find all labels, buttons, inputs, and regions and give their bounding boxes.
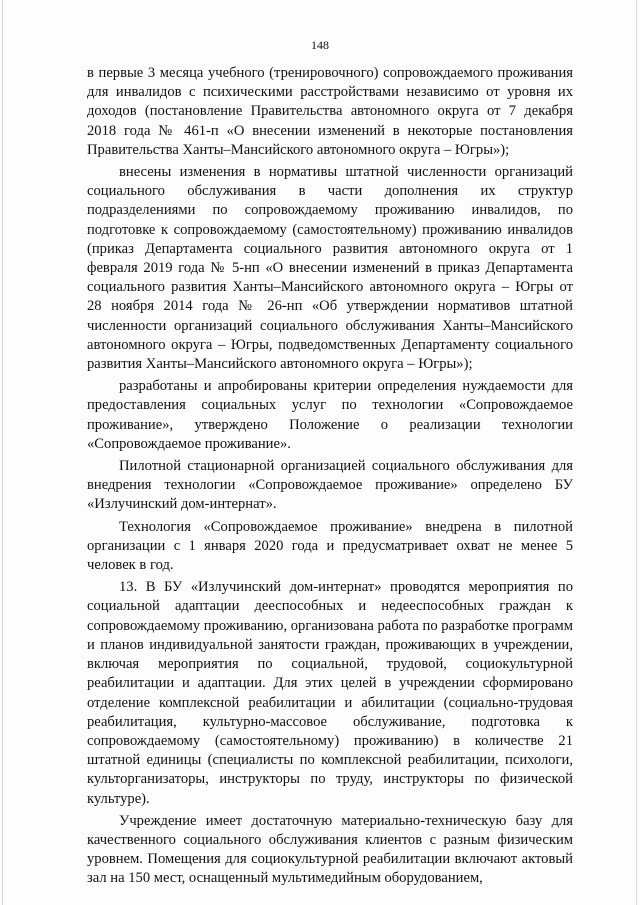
paragraph-2: внесены изменения в нормативы штатной численности организаций социального обслуживания в части дополнения их структур подразделениями по сопровождаемому проживанию инвалидов, по подготовке к сопровождаемому (самостоятельному) проживанию инвалидов (приказ Департамента социального развития автономного округа от 1 февраля 2019 года № 5-нп «О внесении изменений в приказ Департамента социального развития Ханты–Мансийского автономного округа – Югры от 28 ноября 2014 года № 26-нп «Об утверждении нормативов штатной численности организаций социального обслуживания Ханты–Мансийского автономного округа – Югры, подведомственных Департаменту социального развития Ханты–Мансийского автономного округа – Югры»);	[87, 164, 573, 373]
scan-edge-left	[2, 0, 3, 905]
paragraph-3: разработаны и апробированы критерии определения нуждаемости для предоставления социальных услуг по технологии «Сопровождаемое проживание», утверждено Положение о реализации технологии «Сопровождаемое проживание».	[87, 378, 573, 452]
paragraph-6: 13. В БУ «Излучинский дом-интернат» проводятся мероприятия по социальной адаптации дееспособных и недееспособных граждан к сопровождаемому проживанию, организована работа по разработке программ и планов индивидуальной занятости граждан, проживающих в учреждении, включая мероприятия по социальной, трудовой, социокультурной реабилитации и адаптации. Для этих целей в учреждении сформировано отделение комплексной реабилитации и абилитации (социально-трудовая реабилитация, культурно-массовое обслуживание, подготовка к сопровождаемому (самостоятельному) проживанию) в количестве 21 штатной единицы (специалисты по комплексной реабилитации, психологи, культорганизаторы, инструкторы по труду, инструкторы по физической культуре).	[87, 579, 573, 807]
paragraph-4: Пилотной стационарной организацией социального обслуживания для внедрения технологии «Сопровождаемое проживание» определено БУ «Излучинский дом-интернат».	[87, 458, 573, 513]
scan-edge-right	[636, 0, 637, 905]
page-number: 148	[311, 38, 329, 52]
paragraph-5: Технология «Сопровождаемое проживание» внедрена в пилотной организации с 1 января 2020 года и предусматривает охват не менее 5 человек в год.	[87, 518, 573, 574]
document-body	[87, 64, 573, 892]
paragraph-1: в первые 3 месяца учебного (тренировочного) сопровождаемого проживания для инвалидов с психическими расстройствами независимо от уровня их доходов (постановление Правительства автономного округа от 7 декабря 2018 года № 461-п «О внесении изменений в некоторые постановления Правительства Ханты–Мансийского автономного округа – Югры»);	[87, 65, 573, 158]
paragraph-7: Учреждение имеет достаточную материально-техническую базу для качественного социального обслуживания клиентов с разным физическим уровнем. Помещения для социокультурной реабилитации включают актовый зал на 150 мест, оснащенный мультимедийным оборудованием,	[87, 812, 573, 887]
